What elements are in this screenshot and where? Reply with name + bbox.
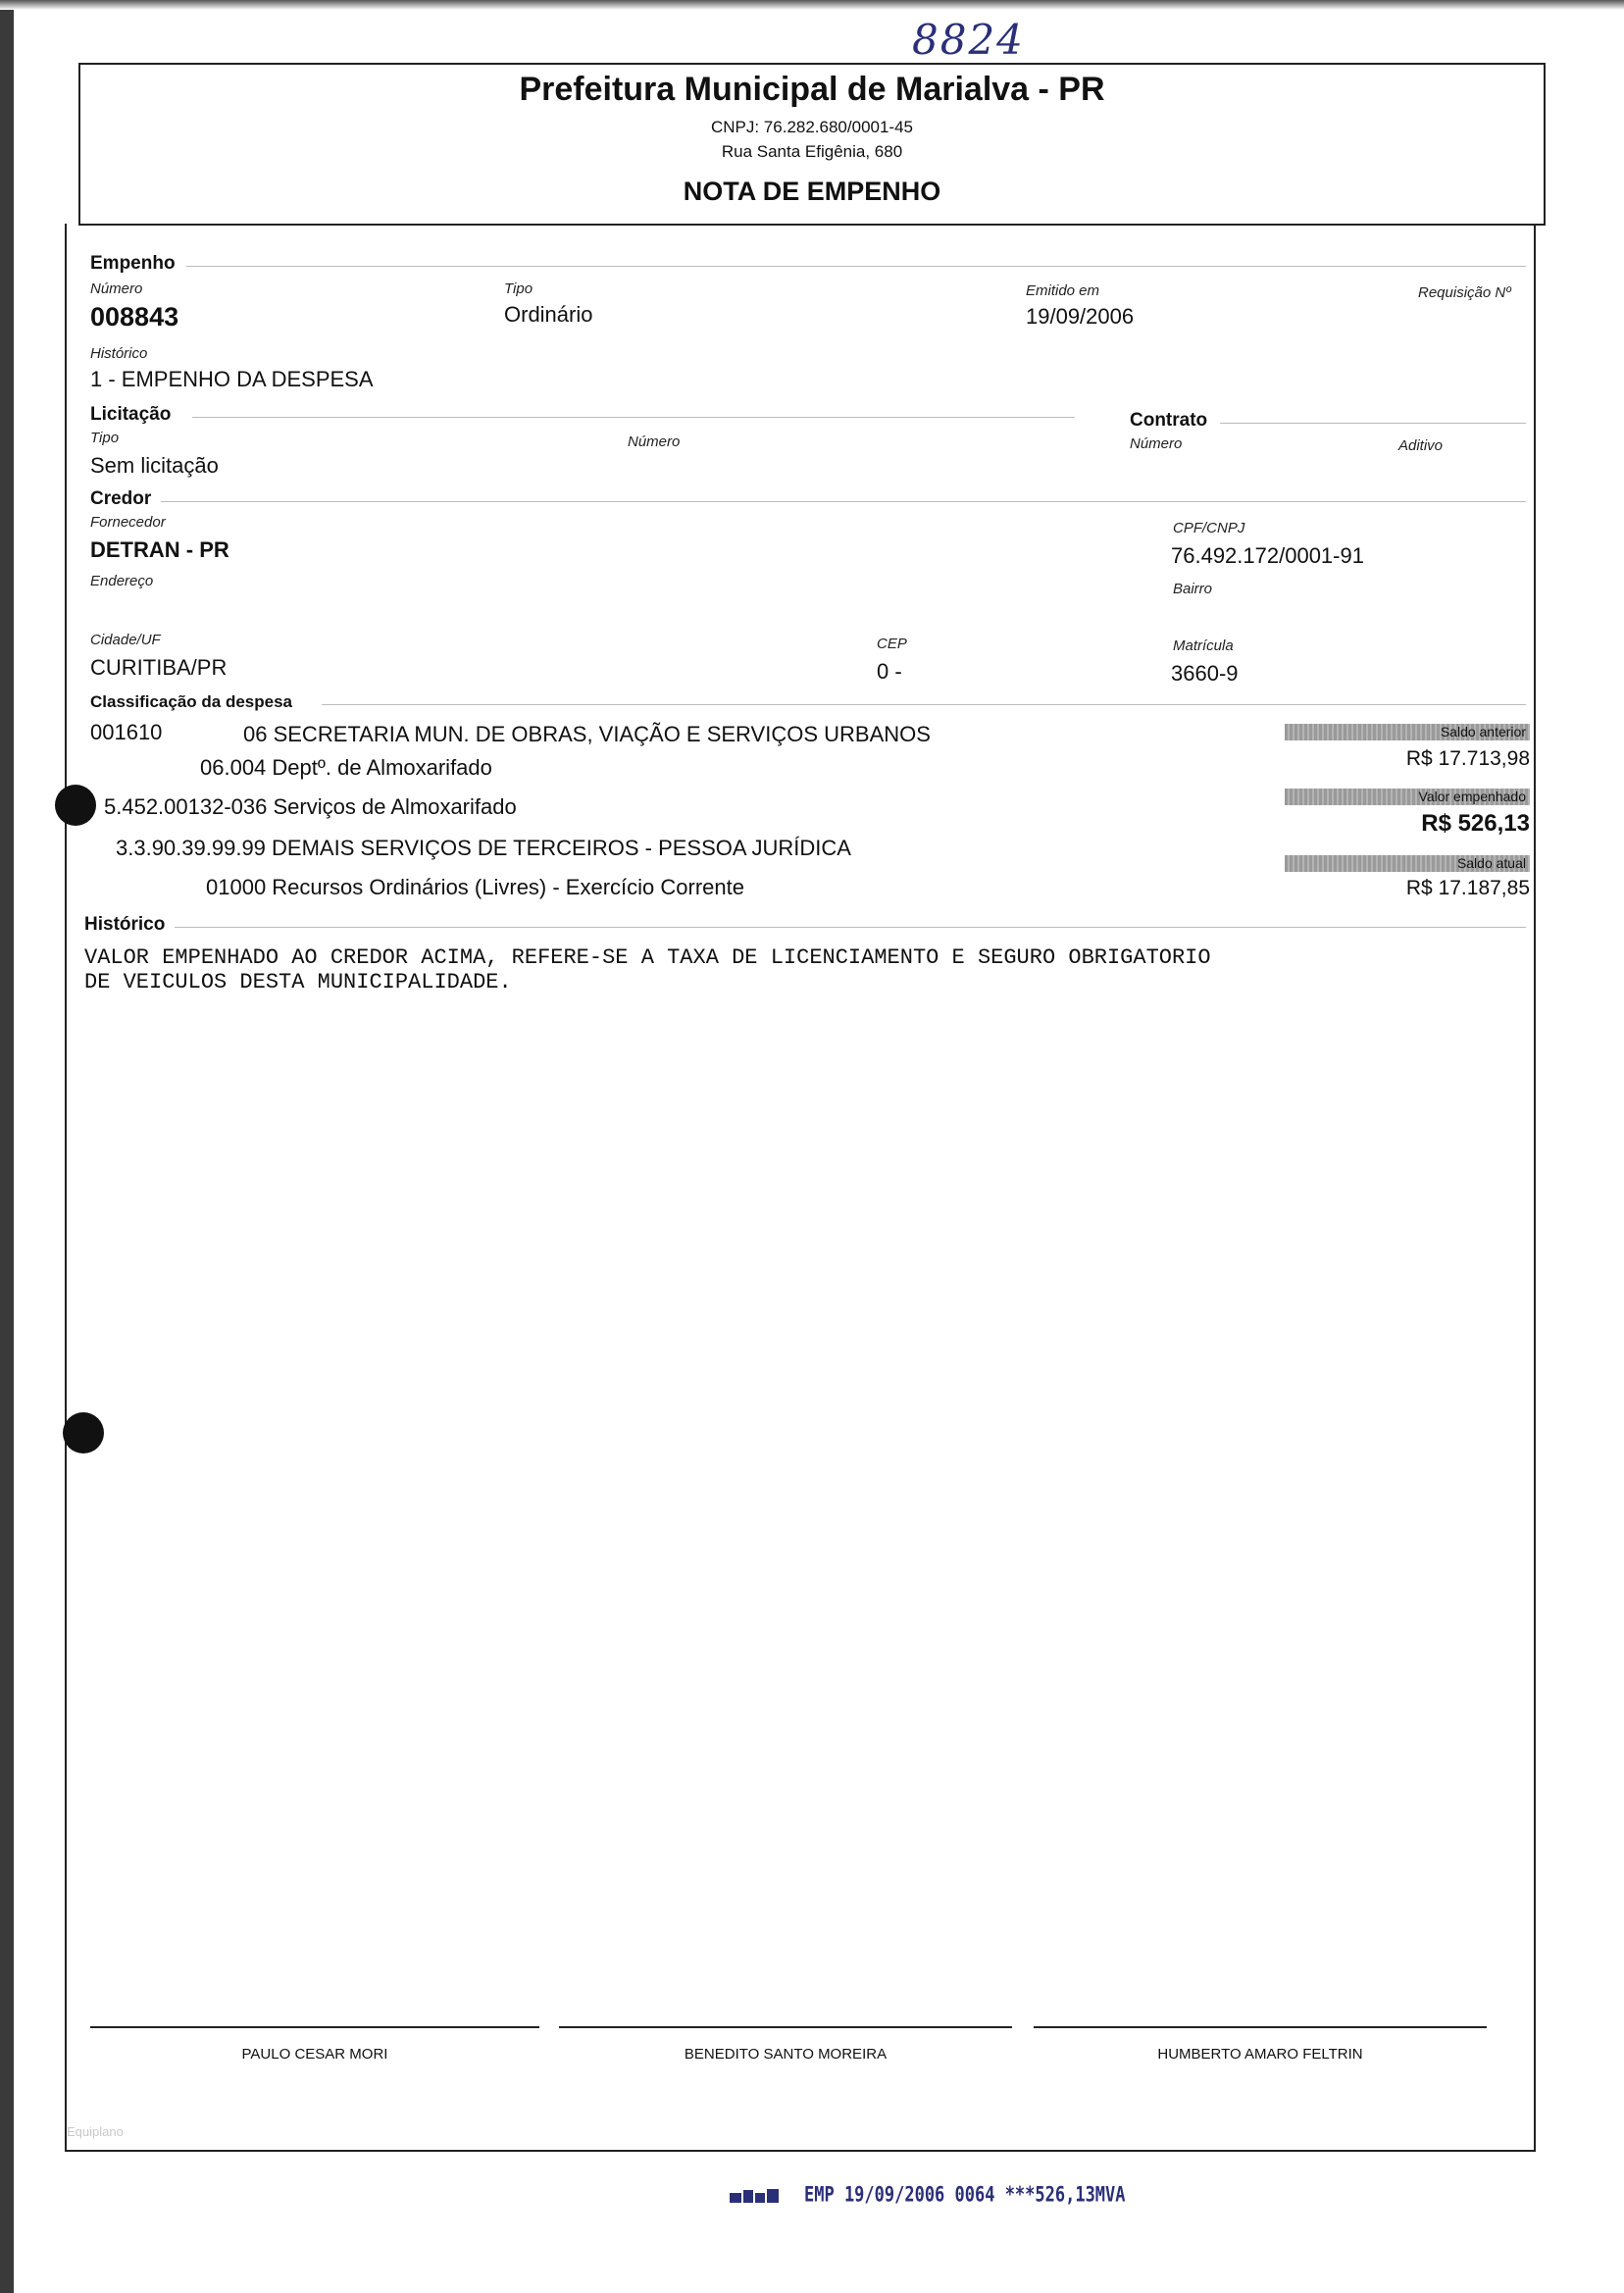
- section-historico: Histórico: [84, 914, 166, 935]
- supplier-city: CURITIBA/PR: [90, 655, 228, 680]
- contrato-numero-label: Número: [1130, 435, 1183, 452]
- cidade-label: Cidade/UF: [90, 632, 161, 648]
- saldo-anterior-label: Saldo anterior: [1285, 724, 1530, 740]
- stamp-mark-icon: [730, 2187, 781, 2207]
- licitacao-type: Sem licitação: [90, 453, 219, 478]
- funcional-line: 5.452.00132-036 Serviços de Almoxarifado: [104, 794, 517, 819]
- valor-empenhado-label: Valor empenhado: [1285, 789, 1530, 805]
- orgao-line: 06 SECRETARIA MUN. DE OBRAS, VIAÇÃO E SERVIÇOS URBANOS: [243, 722, 931, 746]
- supplier-name: DETRAN - PR: [90, 537, 229, 562]
- org-cnpj: CNPJ: 76.282.680/0001-45: [710, 118, 914, 136]
- supplier-cnpj: 76.492.172/0001-91: [1171, 543, 1364, 568]
- document-title: NOTA DE EMPENHO: [683, 177, 941, 206]
- signature-line: [559, 2026, 1012, 2028]
- emitido-label: Emitido em: [1026, 282, 1100, 299]
- section-rule: [322, 704, 1526, 705]
- empenho-number: 008843: [90, 302, 179, 331]
- section-rule: [186, 266, 1526, 267]
- section-licitacao: Licitação: [90, 404, 172, 425]
- section-rule: [192, 417, 1075, 418]
- contrato-aditivo-label: Aditivo: [1398, 437, 1444, 454]
- saldo-anterior-value: R$ 17.713,98: [1405, 747, 1530, 770]
- cpf-label: CPF/CNPJ: [1173, 520, 1245, 536]
- saldo-atual-label: Saldo atual: [1285, 855, 1530, 872]
- saldo-atual-value: R$ 17.187,85: [1405, 877, 1530, 899]
- section-classificacao: Classificação da despesa: [90, 692, 293, 711]
- matricula-label: Matrícula: [1173, 637, 1234, 654]
- recurso-line: 01000 Recursos Ordinários (Livres) - Exercício Corrente: [206, 875, 744, 899]
- section-rule: [1220, 423, 1526, 424]
- section-empenho: Empenho: [90, 253, 176, 274]
- org-name: Prefeitura Municipal de Marialva - PR: [519, 71, 1105, 108]
- signature-line: [1034, 2026, 1487, 2028]
- valor-empenhado-value: R$ 526,13: [1421, 810, 1530, 837]
- historico-label: Histórico: [90, 345, 148, 362]
- historico-text-line2: DE VEICULOS DESTA MUNICIPALIDADE.: [84, 970, 512, 994]
- footer-authentication-code: EMP 19/09/2006 0064 ***526,13MVA: [804, 2182, 1126, 2208]
- body-frame: [65, 224, 1536, 2152]
- licitacao-tipo-label: Tipo: [90, 430, 120, 446]
- bairro-label: Bairro: [1173, 581, 1213, 597]
- numero-label: Número: [90, 280, 143, 297]
- historico-text-line1: VALOR EMPENHADO AO CREDOR ACIMA, REFERE-SE A TAXA DE LICENCIAMENTO E SEGURO OBRIGATORIO: [84, 945, 1211, 970]
- punch-hole: [63, 1412, 104, 1453]
- tipo-label: Tipo: [504, 280, 533, 297]
- signatory-1: PAULO CESAR MORI: [241, 2046, 388, 2063]
- signatory-3: HUMBERTO AMARO FELTRIN: [1157, 2046, 1363, 2063]
- org-address: Rua Santa Efigênia, 680: [721, 142, 903, 161]
- section-rule: [161, 501, 1526, 502]
- signatory-2: BENEDITO SANTO MOREIRA: [684, 2046, 888, 2063]
- licitacao-numero-label: Número: [628, 433, 681, 450]
- signature-line: [90, 2026, 539, 2028]
- emission-date: 19/09/2006: [1026, 304, 1135, 329]
- empenho-type: Ordinário: [504, 302, 593, 327]
- scan-edge: [0, 0, 14, 2293]
- software-brand: Equiplano: [67, 2124, 124, 2139]
- empenho-historico: 1 - EMPENHO DA DESPESA: [90, 367, 374, 391]
- requisicao-label: Requisição Nº: [1418, 284, 1511, 301]
- section-contrato: Contrato: [1130, 410, 1208, 431]
- handwritten-number: 8824: [912, 16, 1025, 64]
- dotacao-code: 001610: [90, 720, 163, 744]
- elemento-line: 3.3.90.39.99.99 DEMAIS SERVIÇOS DE TERCEIROS - PESSOA JURÍDICA: [116, 836, 851, 860]
- endereco-label: Endereço: [90, 573, 154, 589]
- supplier-matricula: 3660-9: [1171, 661, 1239, 686]
- fornecedor-label: Fornecedor: [90, 514, 166, 531]
- section-credor: Credor: [90, 488, 152, 509]
- section-rule: [175, 927, 1526, 928]
- scan-top-shadow: [0, 0, 1624, 10]
- cep-label: CEP: [877, 636, 907, 652]
- unidade-line: 06.004 Deptº. de Almoxarifado: [200, 755, 492, 780]
- supplier-cep: 0 -: [877, 659, 902, 684]
- punch-hole: [55, 785, 96, 826]
